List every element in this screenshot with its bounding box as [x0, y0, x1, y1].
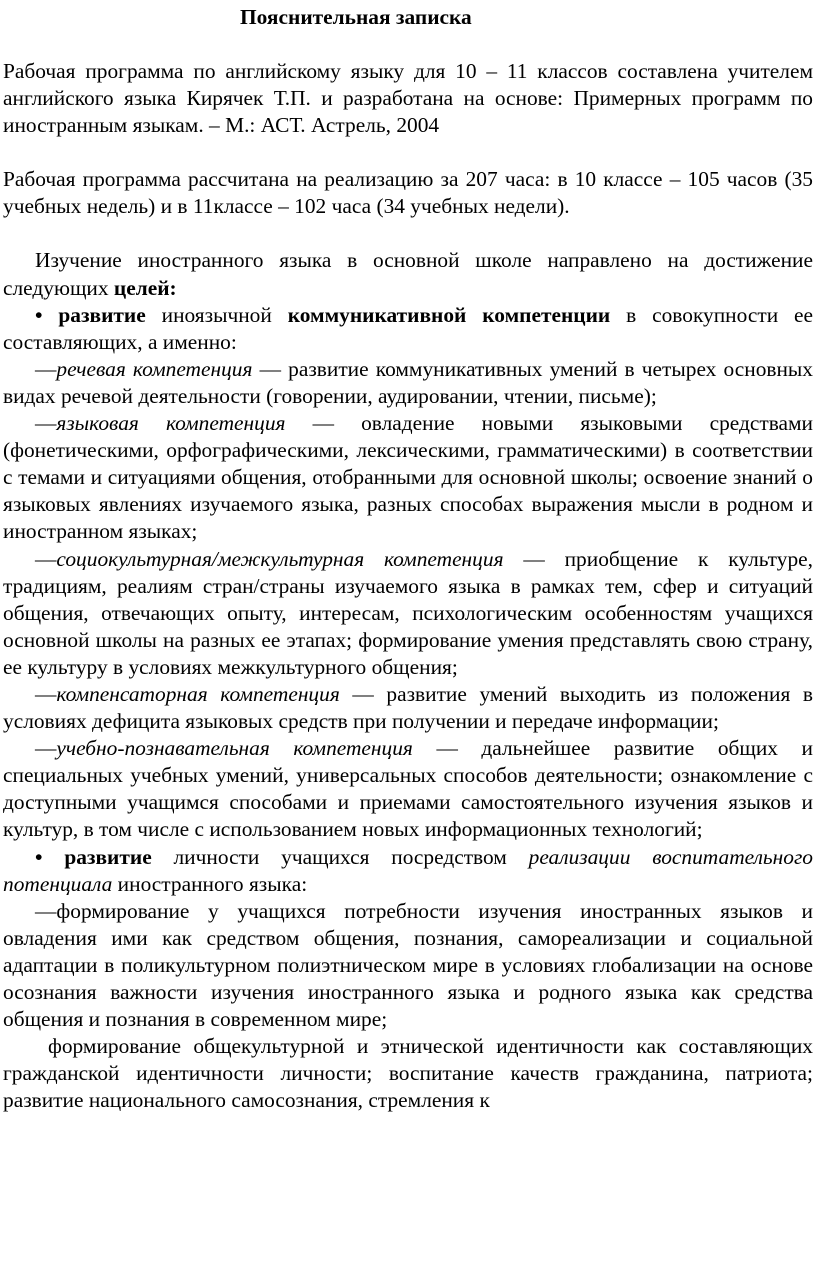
- competence-text: — овладение новыми языковыми средствами (фонетическими, орфографическими, лексическими, грамматическими) в соответствии c темами и ситуациями общения, отобранными для основной школы; освоение знаний о языковых явлениях изучаемого языка, разных способах выражения мысли в родном и иностранном языках;: [3, 411, 813, 544]
- formation-paragraph-1: —формирование у учащихся потребности изучения иностранных языков и овладения ими как средством общения, познания, самореализации и социальной адаптации в поликультурном полиэтническом мире в условиях глобализации на основе осознания важности изучения иностранного языка и родного языка как средства общения и познания в современном мире;: [3, 898, 813, 1032]
- competence-text: — приобщение к культуре, традициям, реалиям стран/страны изучаемого языка в рамках тем, сфер и ситуаций общения, отвечающих опыту, интересам, психологическим особенностям учащихся основной школы на разных ее этапах; формирование умения представлять свою страну, ее культуру в условиях межкультурного общения;: [3, 546, 813, 679]
- competence-text: — дальнейшее развитие общих и специальных учебных умений, универсальных способов деятельности; ознакомление с доступными учащимся способами и приемами самостоятельного изучения языков и культур, в том числе с использованием новых информационных технологий;: [3, 736, 814, 842]
- goal-1-bold-2: коммуникативной компетенции: [287, 302, 611, 327]
- competence-compensatory: [3, 681, 813, 735]
- hours-paragraph: Рабочая программа рассчитана на реализацию за 207 часа: в 10 классе – 105 часов (35 учебных недель) и в 11классе – 102 часа (34 учебных недели).: [3, 167, 813, 219]
- goal-2-bullet: •: [35, 844, 65, 869]
- competence-dash: —: [35, 681, 57, 706]
- competence-educational: [3, 735, 813, 843]
- goal-1-text-2: в совокупности ее составляющих, а именно:: [3, 302, 813, 354]
- goal-2-italic: реализации воспитательного потенциала: [3, 844, 814, 896]
- intro-paragraph: Рабочая программа по английскому языку для 10 – 11 классов составлена учителем английского языка Кирячек Т.П. и разработана на основе: Примерных программ по иностранным языкам. – М.: АСТ. Астрель, 2004: [3, 59, 813, 138]
- goals-intro-bold: целей:: [113, 275, 177, 300]
- competence-text: — развитие коммуникативных умений в четырех основных видах речевой деятельности (говорении, аудировании, чтении, письме);: [3, 356, 814, 408]
- competence-name: речевая компетенция: [56, 356, 253, 381]
- goals-intro-paragraph: [3, 247, 813, 301]
- goal-2-paragraph: [3, 844, 813, 898]
- goals-intro-text: Изучение иностранного языка в основной школе направлено на достижение следующих: [3, 248, 813, 300]
- competence-dash: —: [35, 356, 57, 381]
- competence-name: языковая компетенция: [56, 411, 286, 436]
- competence-text: — развитие умений выходить из положения в условиях дефицита языковых средств при получении и передаче информации;: [3, 681, 813, 734]
- goal-1-bullet: •: [35, 302, 59, 327]
- competence-sociocultural: [3, 546, 813, 681]
- competence-name: компенсаторная компетенция: [56, 681, 340, 706]
- goal-1-bold-1: развитие: [58, 302, 146, 327]
- goal-1-paragraph: [3, 302, 813, 356]
- goal-1-text-1: иноязычной: [145, 302, 288, 327]
- competence-speech: [3, 356, 813, 410]
- competence-language: [3, 410, 813, 545]
- competence-dash: —: [35, 411, 57, 436]
- document-title: Пояснительная записка: [240, 5, 472, 29]
- goal-2-text-1: личности учащихся посредством: [151, 844, 529, 869]
- competence-name: социокультурная/межкультурная компетенция: [56, 546, 504, 571]
- blank-line: [3, 139, 813, 166]
- formation-paragraph-2: формирование общекультурной и этнической идентичности как составляющих гражданской идентичности личности; воспитание качеств гражданина, патриота; развитие национального самосознания, стремления к: [3, 1034, 813, 1113]
- blank-line: [3, 220, 813, 247]
- goal-2-text-2: иностранного языка:: [112, 871, 308, 896]
- competence-name: учебно-познавательная компетенция: [56, 736, 413, 761]
- blank-line: [3, 31, 813, 58]
- competence-dash: —: [35, 736, 57, 761]
- goal-2-bold: развитие: [64, 844, 152, 869]
- competence-dash: —: [35, 546, 57, 571]
